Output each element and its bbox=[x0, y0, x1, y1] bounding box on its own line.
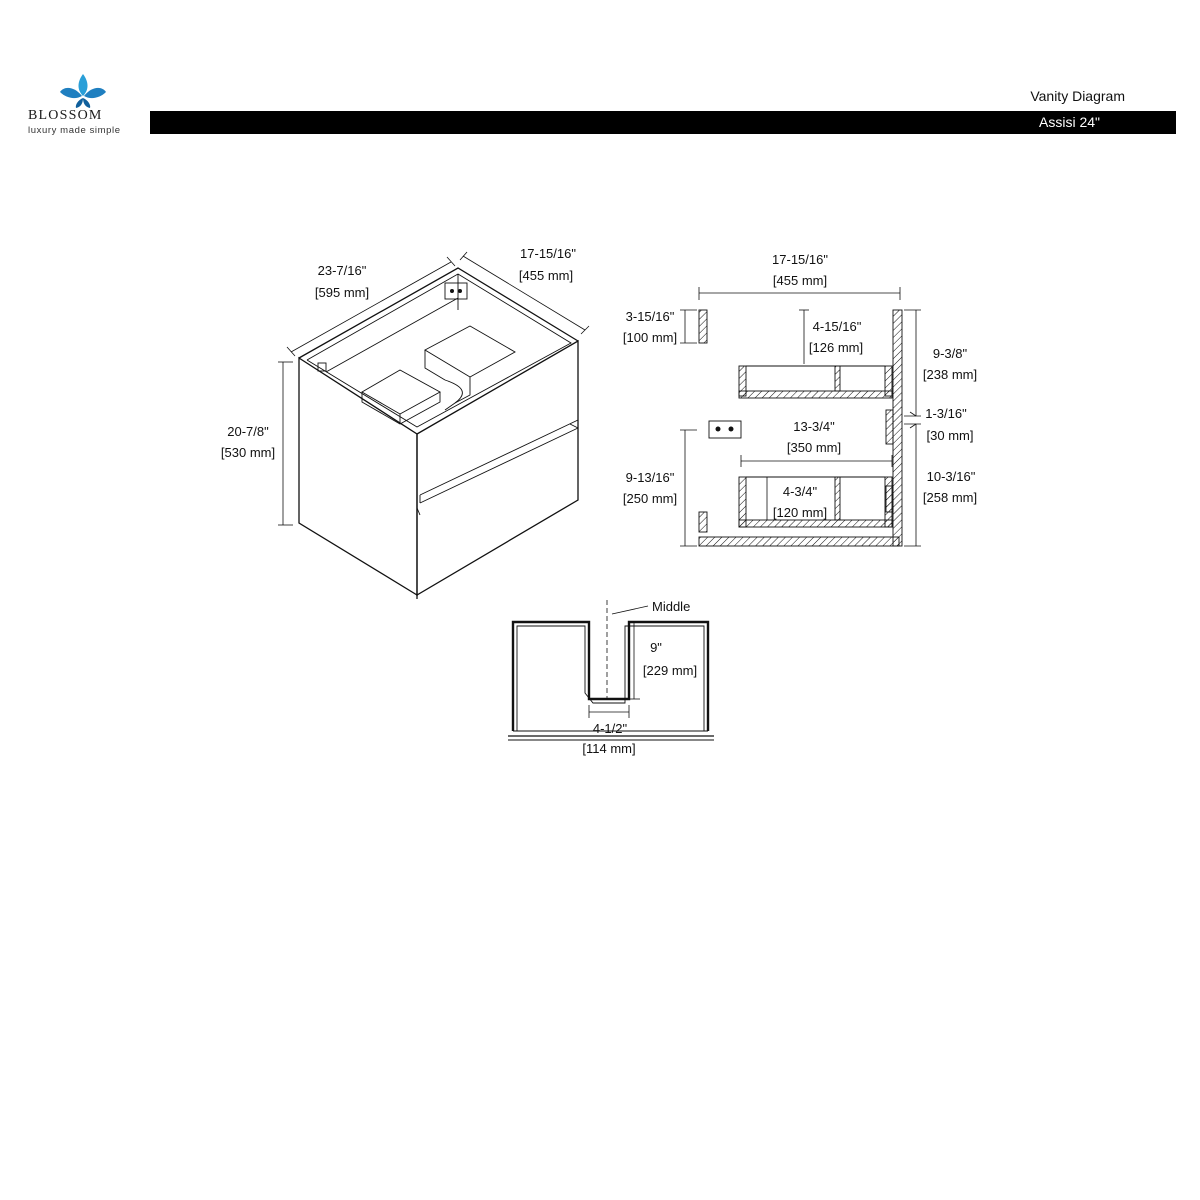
isometric-view bbox=[221, 246, 589, 599]
lower-drawer-metric: [120 mm] bbox=[772, 505, 828, 520]
middle-label: Middle bbox=[652, 599, 691, 614]
iso-width-metric: [595 mm] bbox=[314, 285, 370, 300]
lower-section-metric: [258 mm] bbox=[922, 490, 978, 505]
drawer-depth-imperial: 13-3/4" bbox=[793, 419, 835, 434]
drawer-gap-imperial: 1-3/16" bbox=[925, 406, 967, 421]
drawer-gap-metric: [30 mm] bbox=[926, 428, 974, 443]
top-gap-metric: [100 mm] bbox=[622, 330, 678, 345]
side-depth-imperial: 17-15/16" bbox=[772, 252, 828, 267]
upper-section-metric: [238 mm] bbox=[922, 367, 978, 382]
brand-tagline: luxury made simple bbox=[28, 125, 121, 136]
cutout-depth-metric: [229 mm] bbox=[642, 663, 698, 678]
iso-height-imperial: 20-7/8" bbox=[227, 424, 269, 439]
cutout-width-metric: [114 mm] bbox=[582, 741, 636, 756]
drawer-depth-metric: [350 mm] bbox=[786, 440, 842, 455]
cutout-depth-imperial: 9" bbox=[650, 640, 662, 655]
iso-height-metric: [530 mm] bbox=[220, 445, 276, 460]
lower-section-imperial: 10-3/16" bbox=[926, 469, 976, 484]
iso-depth-imperial: 17-15/16" bbox=[520, 246, 576, 261]
top-gap-imperial: 3-15/16" bbox=[625, 309, 675, 324]
upper-drawer-metric: [126 mm] bbox=[808, 340, 864, 355]
iso-width-imperial: 23-7/16" bbox=[317, 263, 367, 278]
lower-mount-metric: [250 mm] bbox=[622, 491, 678, 506]
side-depth-metric: [455 mm] bbox=[772, 273, 828, 288]
side-section-view bbox=[623, 252, 977, 546]
lower-drawer-imperial: 4-3/4" bbox=[782, 484, 818, 499]
upper-drawer-imperial: 4-15/16" bbox=[812, 319, 862, 334]
model-name: Assisi 24" bbox=[1039, 114, 1100, 130]
brand-name: BLOSSOM bbox=[28, 108, 103, 123]
document-title: Vanity Diagram bbox=[1030, 88, 1125, 104]
iso-depth-metric: [455 mm] bbox=[518, 268, 574, 283]
drawer-cutout-view bbox=[508, 599, 714, 756]
lower-mount-imperial: 9-13/16" bbox=[625, 470, 675, 485]
upper-section-imperial: 9-3/8" bbox=[932, 346, 968, 361]
cutout-width-imperial: 4-1/2" bbox=[592, 721, 628, 736]
